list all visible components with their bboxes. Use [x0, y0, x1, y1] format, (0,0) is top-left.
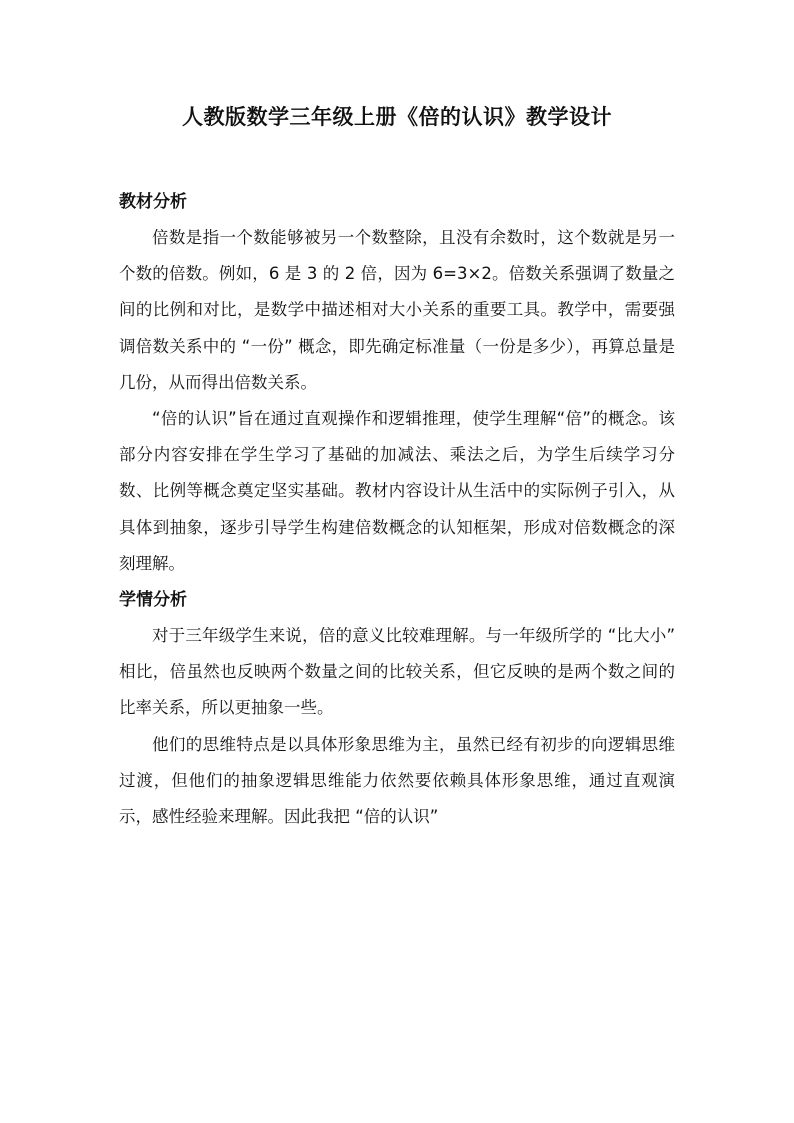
paragraph: 对于三年级学生来说，倍的意义比较难理解。与一年级所学的 “比大小” 相比，倍虽然也反映两个数量之间的比较关系，但它反映的是两个数之间的比率关系，所以更抽象一些。: [119, 626, 675, 718]
paragraph: “倍的认识”旨在通过直观操作和逻辑推理，使学生理解“倍”的概念。该部分内容安排在学生学习了基础的加减法、乘法之后，为学生后续学习分数、比例等概念奠定坚实基础。教材内容设计从生活中的实际例子引入，从具体到抽象，逐步引导学生构建倍数概念的认知框架，形成对倍数概念的深刻理解。: [119, 409, 675, 573]
paragraph: 他们的思维特点是以具体形象思维为主，虽然已经有初步的向逻辑思维过渡，但他们的抽象逻辑思维能力依然要依赖具体形象思维，通过直观演示，感性经验来理解。因此我把 “倍的认识”: [119, 734, 675, 827]
section-student-analysis: [119, 582, 675, 835]
section-heading: 学情分析: [119, 590, 187, 611]
section-textbook-analysis: [119, 184, 675, 582]
paragraph: 倍数是指一个数能够被另一个数整除，且没有余数时，这个数就是另一个数的倍数。例如，6 是 3 的 2 倍，因为 6=3×2。倍数关系强调了数量之间的比例和对比，是数学中描述相对大小关系的重要工具。教学中，需要强调倍数关系中的 “一份” 概念，即先确定标准量（一份是多少），再算总量是几份，从而得出倍数关系。: [119, 228, 675, 392]
document-body: [119, 184, 675, 835]
document-title: 人教版数学三年级上册《倍的认识》教学设计: [182, 104, 612, 129]
section-heading: 教材分析: [119, 192, 187, 212]
